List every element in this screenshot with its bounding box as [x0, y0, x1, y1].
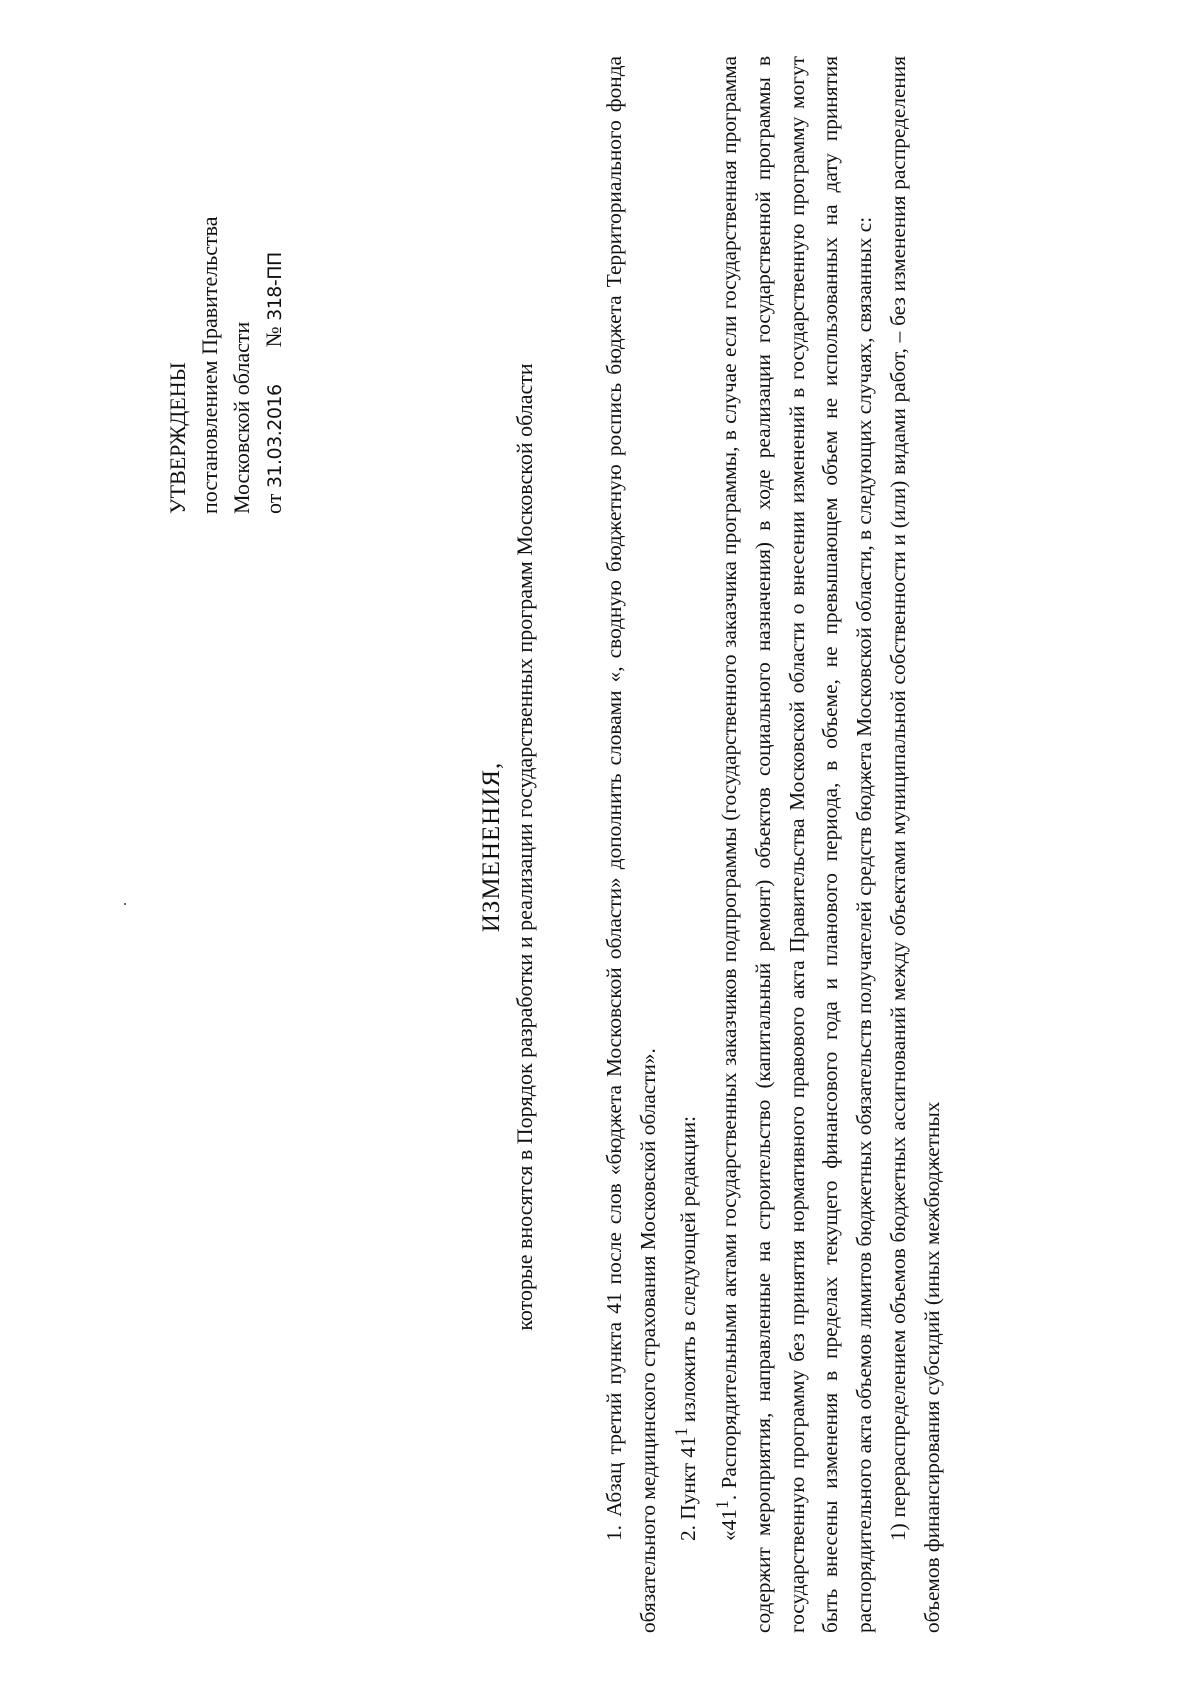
document-title: ИЗМЕНЕНИЯ,: [478, 761, 505, 933]
p2-prefix: 2. Пункт 41: [676, 1436, 701, 1541]
document-subtitle: которые вносятся в Порядок разработки и реализации государственных программ Московской области: [512, 363, 537, 1331]
approval-stamp: [162, 216, 291, 514]
approval-region: Московской области: [229, 321, 254, 514]
p3-text: . Распорядительными актами государственных заказчиков подпрограммы (государственного заказчика программы, в случае если государственная программа содержит мероприятия, направленные на строительство (капитальный ремонт) объектов социального назначения) в ходе реализации государственной программы в государственную программу без принятия нормативного правового акта Правительства Московской области о внесении изменений в государственную программу могут быть внесены изменения в пределах текущего финансового года и планового периода, в объеме, не превышающем объем не использованных на дату принятия распорядительного акта объемов лимитов бюджетных обязательств получателей средств бюджета Московской области, в следующих случаях, связанных с:: [717, 56, 877, 1633]
approval-date-line: [258, 216, 291, 514]
paragraph-3: [706, 56, 882, 1633]
approval-authority: постановлением Правительства: [197, 216, 222, 514]
paragraph-4: 1) перераспределением объемов бюджетных ассигнований между объектами муниципальной собственности и (или) видами работ, – без изменения распределения объемов финансирования субсидий (иных межбюджетных: [885, 56, 944, 1633]
approval-date: 31.03.2016: [264, 384, 286, 489]
paragraph-2: [665, 56, 706, 1633]
document-body: [598, 56, 949, 1633]
p2-superscript: 1: [671, 1427, 692, 1437]
paragraph-1: 1. Абзац третий пункта 41 после слов «бюджета Московской области» дополнить словами «, сводную бюджетную роспись бюджета Территориального фонда обязательного медицинского страхования Московской области».: [602, 56, 660, 1633]
number-prefix: №: [261, 326, 286, 348]
p3-superscript: 1: [712, 1500, 733, 1510]
scan-speck: [124, 903, 126, 905]
approval-number: 318-ПП: [264, 252, 286, 321]
p3-prefix: «41: [717, 1509, 742, 1541]
p2-suffix: изложить в следующей редакции:: [676, 1115, 701, 1428]
approval-heading: УТВЕРЖДЕНЫ: [165, 362, 190, 514]
date-prefix: от: [261, 493, 286, 514]
